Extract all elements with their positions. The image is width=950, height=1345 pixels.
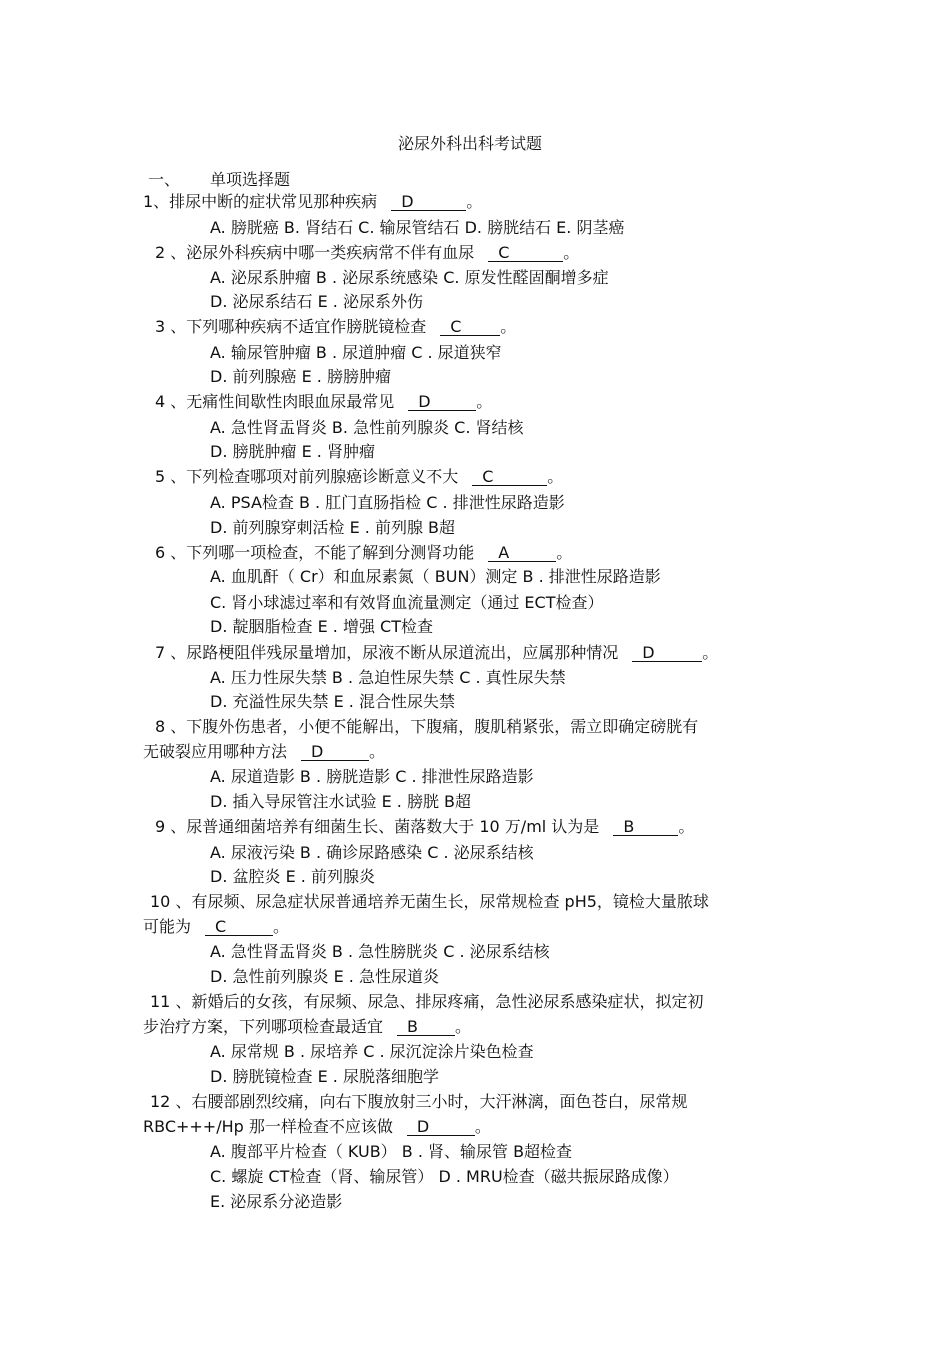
answer-options: A. 血肌酐（ Cr）和血尿素氮（ BUN）测定 B . 排泄性尿路造影 bbox=[210, 567, 661, 586]
answer-blank: A bbox=[488, 544, 556, 562]
question-line bbox=[143, 1117, 491, 1137]
question-text: 步治疗方案，下列哪项检查最适宜 bbox=[143, 1017, 384, 1036]
answer-options: A. 腹部平片检查（ KUB） B . 肾、输尿管 B超检查 bbox=[210, 1142, 573, 1161]
question-line bbox=[143, 742, 385, 762]
answer-blank: B bbox=[397, 1018, 455, 1036]
question-text: 6 、下列哪一项检查，不能了解到分测肾功能 bbox=[155, 543, 475, 562]
question-text: 11 、新婚后的女孩，有尿频、尿急、排尿疼痛，急性泌尿系感染症状，拟定初 bbox=[150, 992, 704, 1011]
page-title: 泌尿外科出科考试题 bbox=[397, 134, 542, 153]
question-end: 。 bbox=[556, 543, 573, 562]
answer-options: D. 前列腺穿刺活检 E . 前列腺 B超 bbox=[210, 518, 456, 537]
answer-blank: C bbox=[440, 318, 500, 336]
question-line bbox=[155, 317, 516, 337]
answer-options: A. 压力性尿失禁 B . 急迫性尿失禁 C . 真性尿失禁 bbox=[210, 668, 566, 687]
section-label: 单项选择题 bbox=[210, 170, 291, 189]
answer-options: D. 靛胭脂检查 E . 增强 CT检查 bbox=[210, 617, 433, 636]
question-end: 。 bbox=[702, 643, 719, 662]
question-end: 。 bbox=[547, 467, 564, 486]
question-end: 。 bbox=[466, 192, 483, 211]
question-line bbox=[155, 243, 579, 263]
answer-blank: C bbox=[488, 244, 563, 262]
answer-options: E. 泌尿系分泌造影 bbox=[210, 1192, 343, 1211]
answer-options: A. PSA检查 B . 肛门直肠指检 C . 排泄性尿路造影 bbox=[210, 493, 565, 512]
answer-blank: D bbox=[407, 1118, 475, 1136]
answer-options: A. 急性肾盂肾炎 B . 急性膀胱炎 C . 泌尿系结核 bbox=[210, 942, 550, 961]
question-line bbox=[155, 392, 492, 412]
question-line bbox=[155, 643, 718, 663]
answer-blank: D bbox=[408, 393, 476, 411]
question-end: 。 bbox=[273, 917, 290, 936]
question-line bbox=[143, 192, 482, 212]
answer-blank: D bbox=[632, 644, 702, 662]
question-line bbox=[155, 817, 694, 837]
answer-blank: C bbox=[205, 918, 273, 936]
question-text: 9 、尿普通细菌培养有细菌生长、菌落数大于 10 万/ml 认为是 bbox=[155, 817, 600, 836]
answer-options: A. 尿常规 B . 尿培养 C . 尿沉淀涂片染色检查 bbox=[210, 1042, 534, 1061]
answer-blank: D bbox=[391, 193, 466, 211]
question-text: 2 、泌尿外科疾病中哪一类疾病常不伴有血尿 bbox=[155, 243, 475, 262]
question-end: 。 bbox=[369, 742, 386, 761]
question-end: 。 bbox=[474, 1117, 491, 1136]
question-line bbox=[155, 467, 563, 487]
question-text: 5 、下列检查哪项对前列腺癌诊断意义不大 bbox=[155, 467, 459, 486]
question-text: RBC+++/Hp 那一样检查不应该做 bbox=[143, 1117, 393, 1136]
question-line bbox=[155, 543, 572, 563]
answer-blank: C bbox=[472, 468, 547, 486]
answer-options: A. 尿液污染 B . 确诊尿路感染 C . 泌尿系结核 bbox=[210, 843, 534, 862]
answer-options: A. 输尿管肿瘤 B . 尿道肿瘤 C . 尿道狭窄 bbox=[210, 343, 502, 362]
answer-options: D. 前列腺癌 E . 膀膀肿瘤 bbox=[210, 367, 391, 386]
question-text: 8 、下腹外伤患者，小便不能解出，下腹痛，腹肌稍紧张，需立即确定磅胱有 bbox=[155, 717, 699, 736]
question-end: 。 bbox=[563, 243, 580, 262]
question-end: 。 bbox=[500, 317, 517, 336]
answer-options: D. 插入导尿管注水试验 E . 膀胱 B超 bbox=[210, 792, 472, 811]
question-end: 。 bbox=[476, 392, 493, 411]
question-line bbox=[143, 917, 289, 937]
question-line bbox=[143, 1017, 471, 1037]
answer-options: D. 泌尿系结石 E . 泌尿系外伤 bbox=[210, 292, 423, 311]
answer-options: A. 尿道造影 B . 膀胱造影 C . 排泄性尿路造影 bbox=[210, 767, 534, 786]
answer-blank: B bbox=[613, 818, 678, 836]
section-number: 一、 bbox=[148, 170, 181, 189]
answer-options: D. 充溢性尿失禁 E . 混合性尿失禁 bbox=[210, 692, 455, 711]
section-heading bbox=[148, 167, 290, 190]
answer-options: A. 泌尿系肿瘤 B . 泌尿系统感染 C. 原发性醛固酮增多症 bbox=[210, 268, 609, 287]
question-text: 可能为 bbox=[143, 917, 192, 936]
answer-options: A. 膀胱癌 B. 肾结石 C. 输尿管结石 D. 膀胱结石 E. 阴茎癌 bbox=[210, 218, 625, 237]
answer-blank: D bbox=[301, 743, 369, 761]
answer-options: D. 膀胱肿瘤 E . 肾肿瘤 bbox=[210, 442, 375, 461]
question-text: 3 、下列哪种疾病不适宜作膀胱镜检查 bbox=[155, 317, 427, 336]
answer-options: A. 急性肾盂肾炎 B. 急性前列腺炎 C. 肾结核 bbox=[210, 418, 524, 437]
answer-options: C. 螺旋 CT检查（肾、输尿管） D . MRU检查（磁共振尿路成像） bbox=[210, 1167, 679, 1186]
answer-options: C. 肾小球滤过率和有效肾血流量测定（通过 ECT检查） bbox=[210, 593, 604, 612]
question-text: 4 、无痛性间歇性肉眼血尿最常见 bbox=[155, 392, 395, 411]
answer-options: D. 盆腔炎 E . 前列腺炎 bbox=[210, 867, 375, 886]
question-text: 1、排尿中断的症状常见那种疾病 bbox=[143, 192, 378, 211]
answer-options: D. 急性前列腺炎 E . 急性尿道炎 bbox=[210, 967, 439, 986]
question-end: 。 bbox=[455, 1017, 472, 1036]
answer-options: D. 膀胱镜检查 E . 尿脱落细胞学 bbox=[210, 1067, 439, 1086]
question-end: 。 bbox=[678, 817, 695, 836]
question-text: 10 、有尿频、尿急症状尿普通培养无菌生长，尿常规检查 pH5，镜检大量脓球 bbox=[150, 892, 709, 911]
question-text: 无破裂应用哪种方法 bbox=[143, 742, 288, 761]
question-text: 7 、尿路梗阻伴残尿量增加，尿液不断从尿道流出，应属那种情况 bbox=[155, 643, 619, 662]
question-text: 12 、右腰部剧烈绞痛，向右下腹放射三小时，大汗淋漓，面色苍白，尿常规 bbox=[150, 1092, 688, 1111]
